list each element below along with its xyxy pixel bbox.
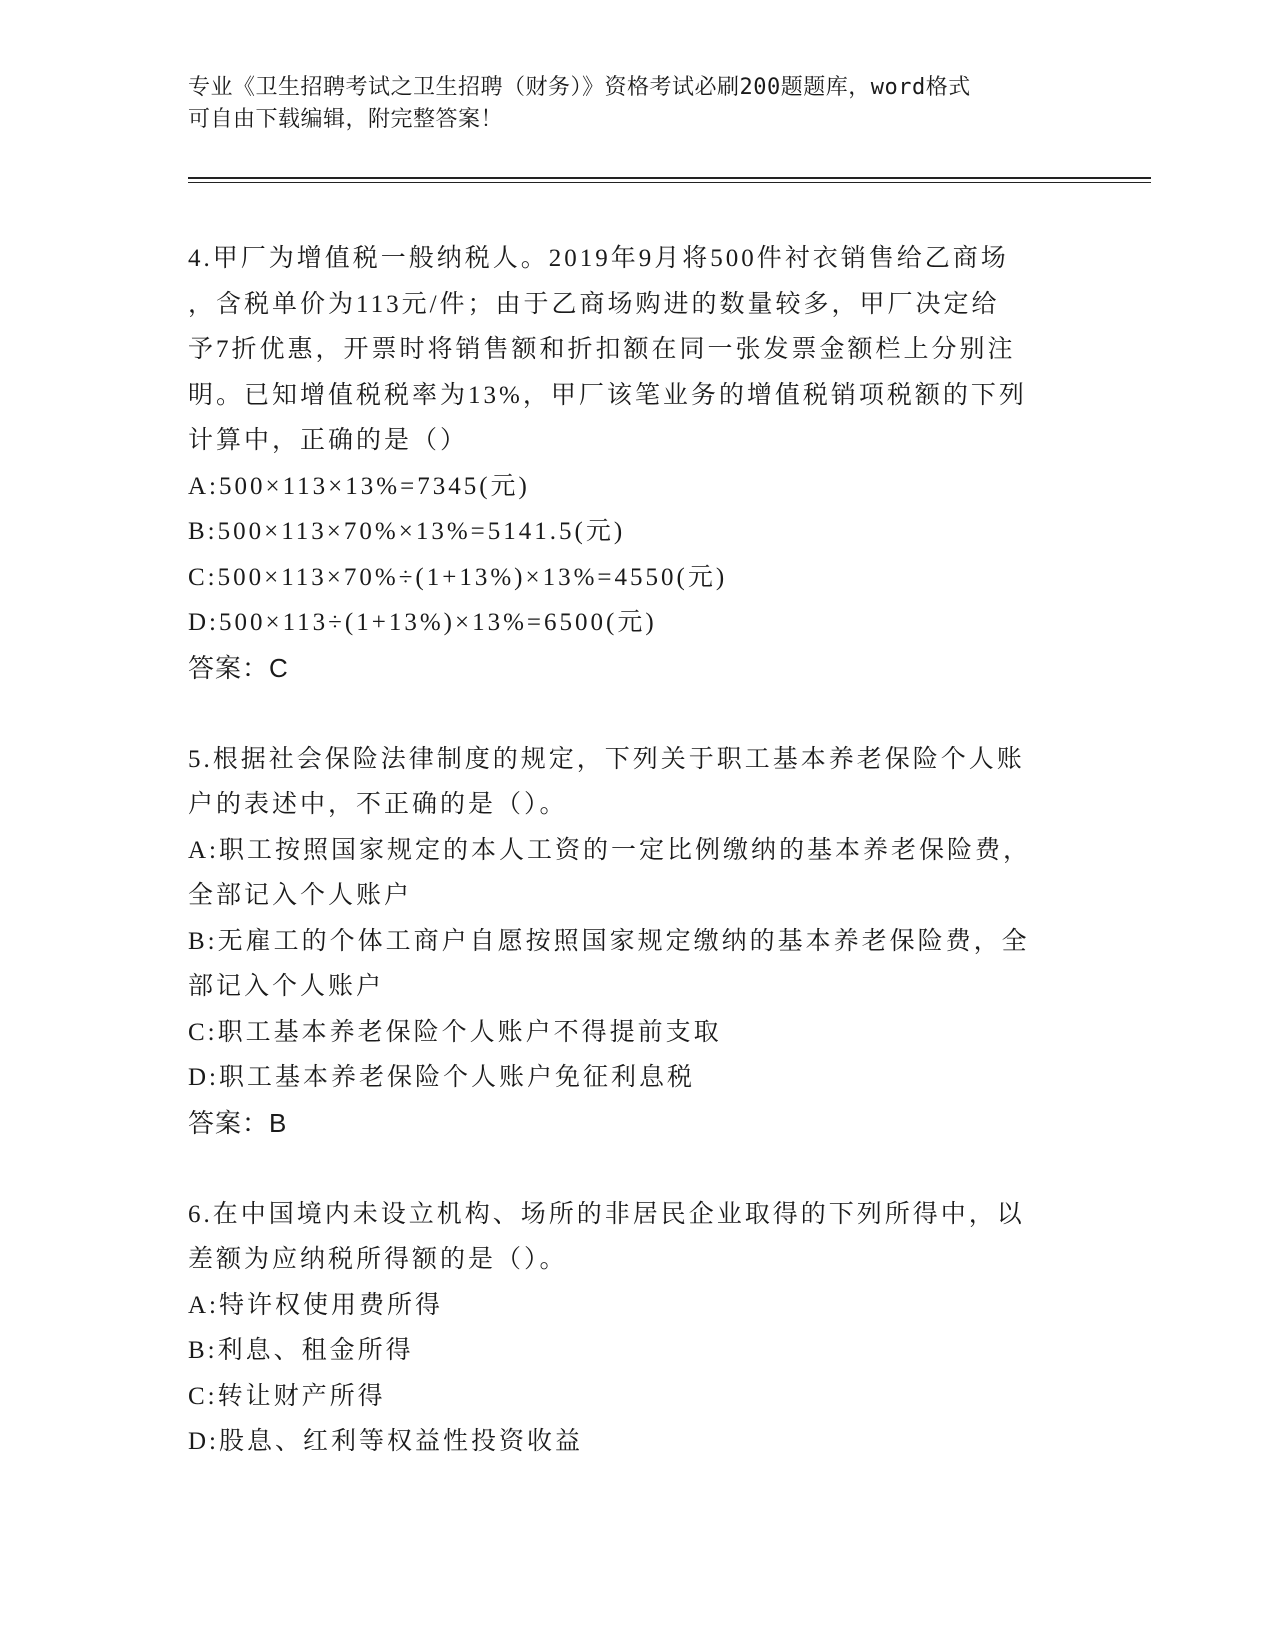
option-a: A:职工按照国家规定的本人工资的一定比例缴纳的基本养老保险费， [188,836,1032,864]
question-stem-line: 明。已知增值税税率为13%，甲厂该笔业务的增值税销项税额的下列 [188,381,1027,409]
option-d: D:股息、红利等权益性投资收益 [188,1428,584,1455]
option-b: B:无雇工的个体工商户自愿按照国家规定缴纳的基本养老保险费，全 [188,927,1030,955]
document-header [188,72,1068,136]
question-4 [188,236,1088,691]
question-stem-line: 计算中，正确的是（） [188,427,469,454]
header-line-1: 专业《卫生招聘考试之卫生招聘（财务）》资格考试必刷200题题库，word格式 [188,75,971,100]
question-stem-line: 户的表述中，不正确的是（）。 [188,791,568,818]
option-b-continued: 部记入个人账户 [188,973,385,1000]
question-list [188,236,1088,1465]
header-divider-thin [188,182,1151,183]
header-divider [188,177,1151,179]
option-c: C:转让财产所得 [188,1382,386,1410]
question-stem-line: ，含税单价为113元/件；由于乙商场购进的数量较多，甲厂决定给 [188,290,1000,318]
answer-text: 答案：C [188,652,289,683]
option-c: C:职工基本养老保险个人账户不得提前支取 [188,1018,722,1046]
spacer [188,691,1088,737]
spacer [188,1146,1088,1192]
question-stem-line: 予7折优惠，开票时将销售额和折扣额在同一张发票金额栏上分别注 [188,336,1016,363]
option-a-continued: 全部记入个人账户 [188,882,413,909]
option-b: B:500×113×70%×13%=5141.5(元) [188,518,626,545]
option-c: C:500×113×70%÷(1+13%)×13%=4550(元) [188,563,728,591]
option-d: D:500×113÷(1+13%)×13%=6500(元) [188,609,657,636]
option-a: A:特许权使用费所得 [188,1291,444,1319]
option-d: D:职工基本养老保险个人账户免征利息税 [188,1064,696,1091]
option-a: A:500×113×13%=7345(元) [188,472,530,500]
answer-text: 答案：B [188,1107,288,1138]
question-stem-line: 4.甲厂为增值税一般纳税人。2019年9月将500件衬衣销售给乙商场 [188,245,1009,272]
question-5 [188,737,1088,1147]
option-b: B:利息、租金所得 [188,1337,414,1364]
question-6 [188,1192,1088,1465]
question-stem-line: 差额为应纳税所得额的是（）。 [188,1246,568,1273]
question-stem-line: 5.根据社会保险法律制度的规定，下列关于职工基本养老保险个人账 [188,745,1025,773]
header-line-2: 可自由下载编辑，附完整答案！ [188,107,504,132]
question-stem-line: 6.在中国境内未设立机构、场所的非居民企业取得的下列所得中，以 [188,1200,1025,1228]
